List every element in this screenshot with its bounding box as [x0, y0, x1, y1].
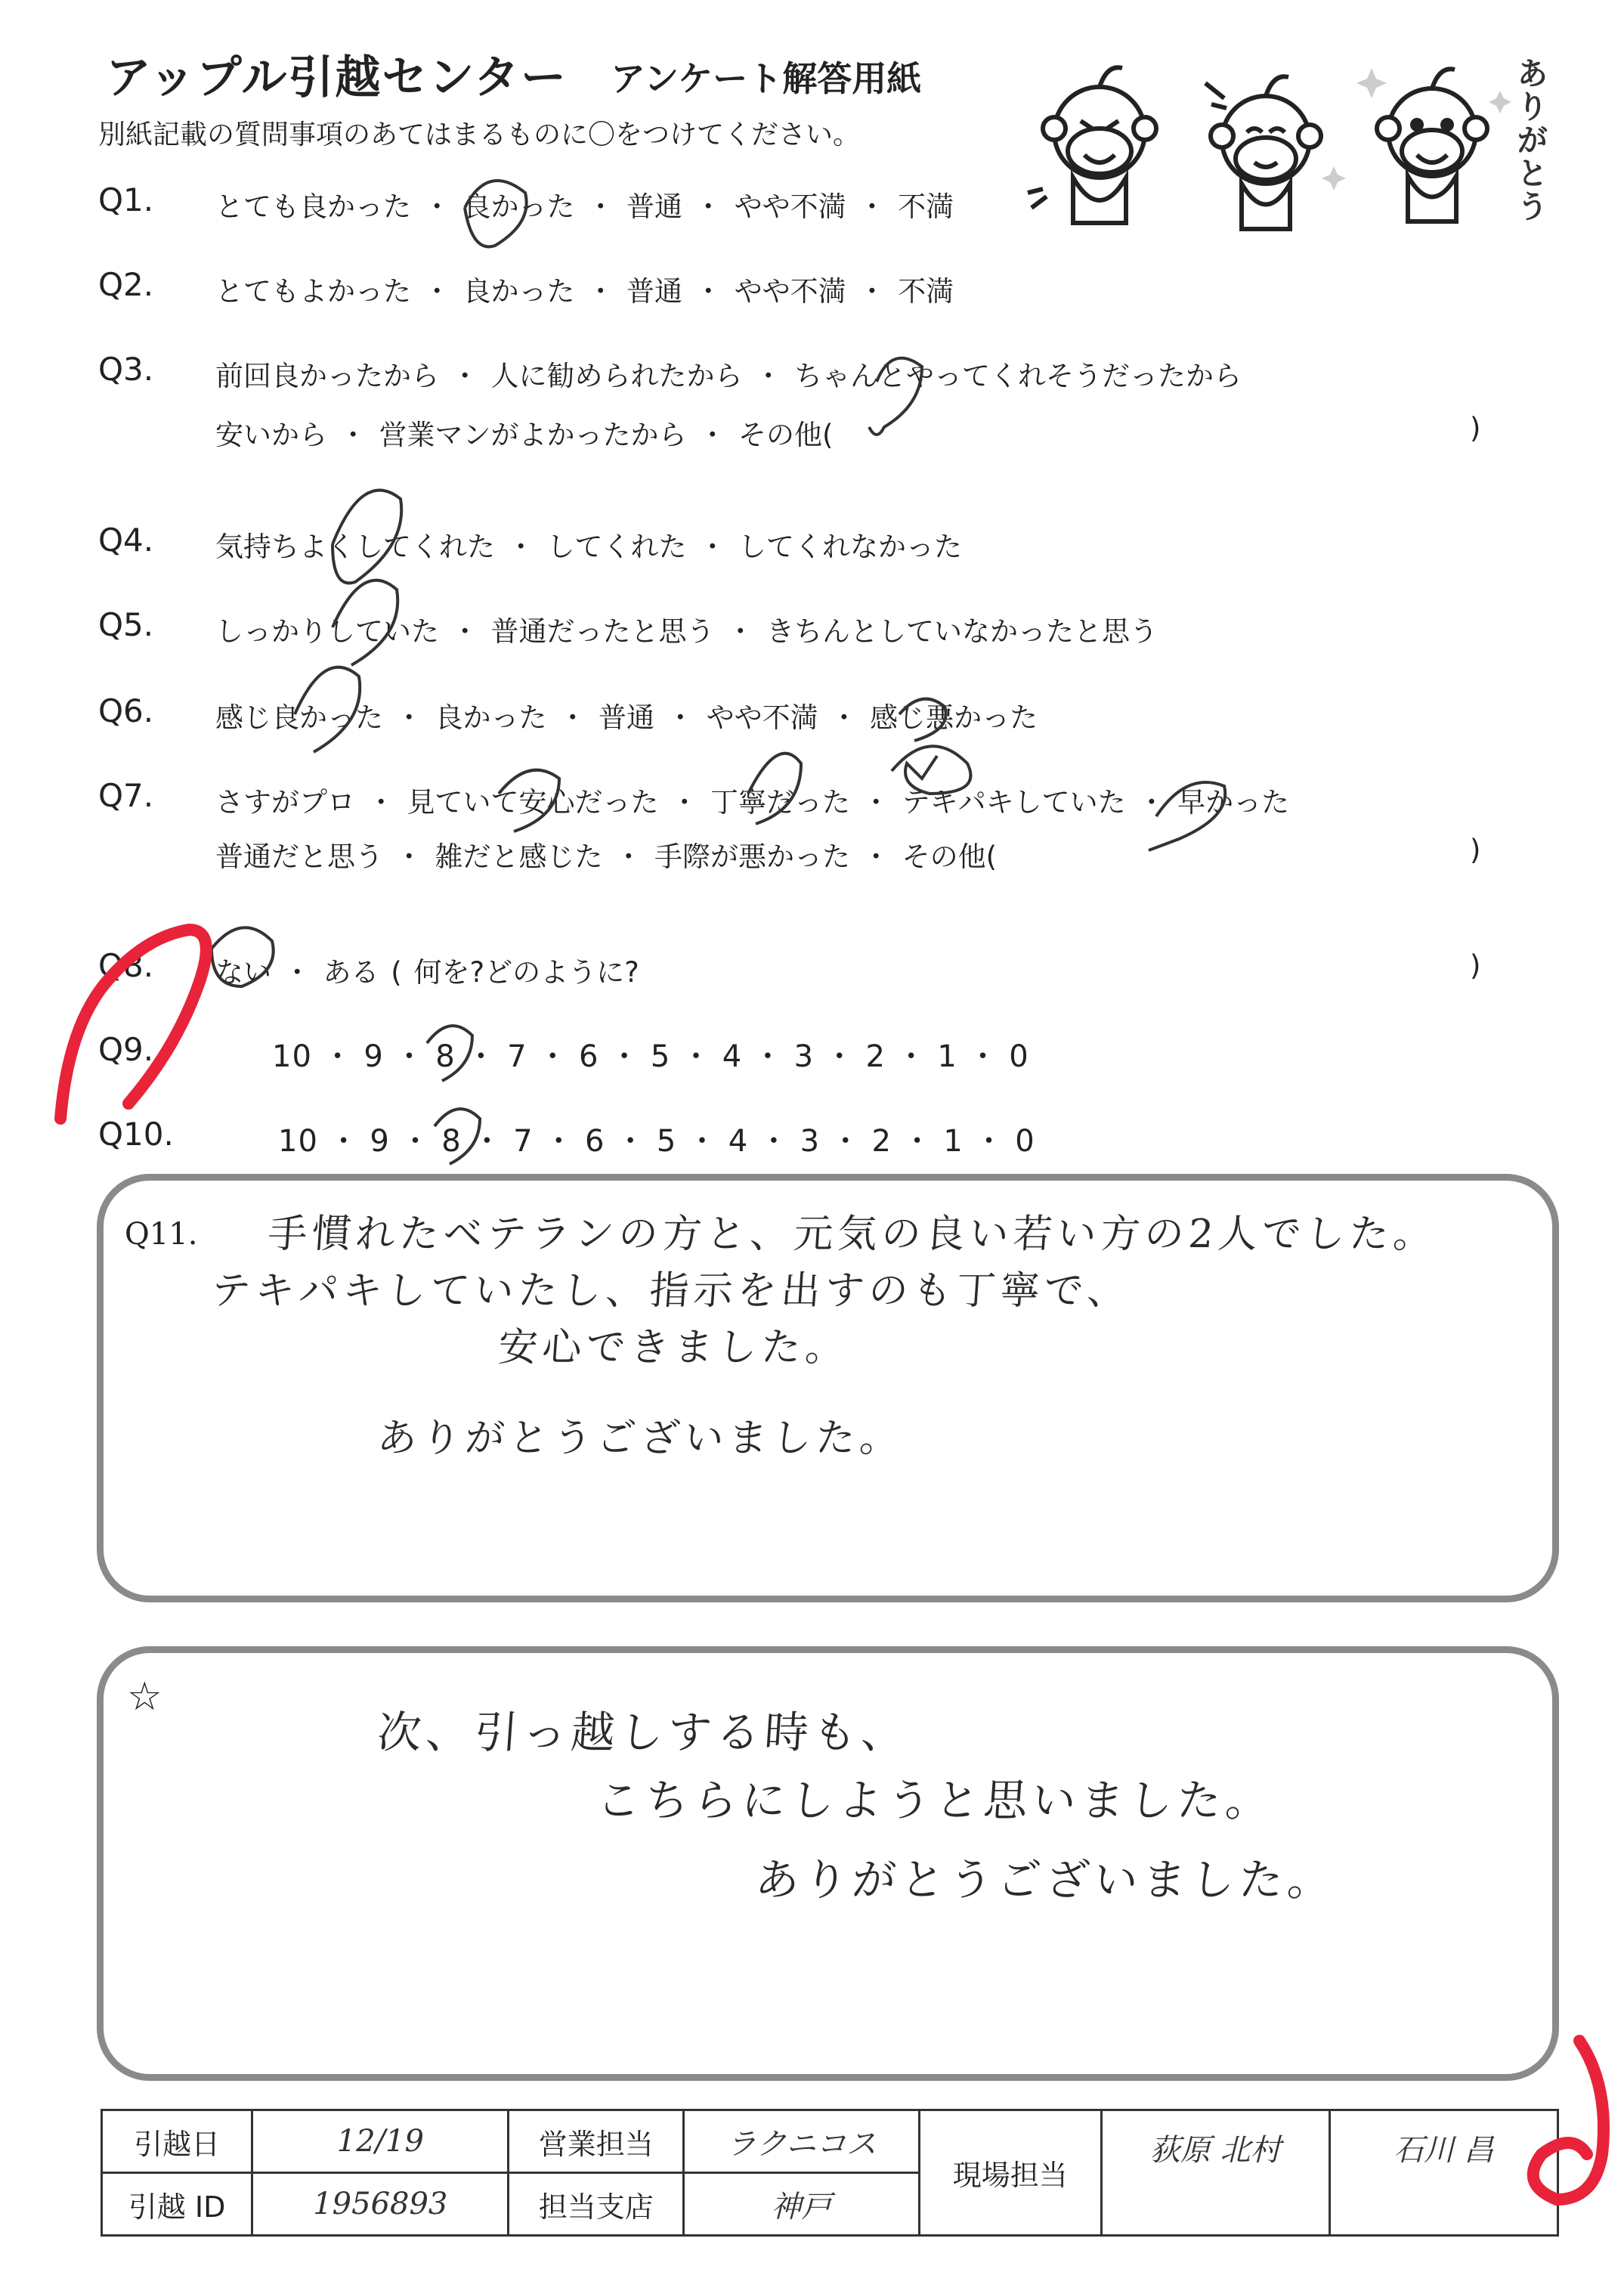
- q11-handwriting-line1: 手慣れたベテランの方と、元気の良い若い方の2人でした。: [266, 1212, 1439, 1257]
- q11-handwriting-line3: 安心できました。: [496, 1325, 851, 1370]
- q7-options-line2: 普通だと思う ・ 雑だと感じた ・ 手際が悪かった ・ その他(: [215, 841, 998, 873]
- q7-close-paren: ): [1470, 834, 1481, 866]
- comment-handwriting-line3: ありがとうございました。: [753, 1854, 1338, 1905]
- q11-handwriting-line4: ありがとうございました。: [376, 1416, 905, 1461]
- q2-options: とてもよかった ・ 良かった ・ 普通 ・ やや不満 ・ 不満: [215, 275, 954, 308]
- footer-info-table: [101, 2109, 1559, 2237]
- site-staff-value-2: 石川 昌: [1329, 2110, 1557, 2236]
- move-date-value: 12/19: [252, 2110, 509, 2173]
- q3-options-line2: 安いから ・ 営業マンがよかったから ・ その他(: [215, 419, 834, 451]
- move-date-label: 引越日: [102, 2110, 252, 2173]
- thanks-vertical-text: ありがとう: [1512, 57, 1549, 223]
- q3-close-paren: ): [1470, 412, 1481, 444]
- q6-options: 感じ良かった ・ 良かった ・ 普通 ・ やや不満 ・ 感じ悪かった: [215, 701, 1038, 734]
- company-name: アップル引越センター: [106, 51, 568, 104]
- q1-options: とても良かった ・ 良かった ・ 普通 ・ やや不満 ・ 不満: [215, 190, 954, 223]
- q9-scale: 10 ・ 9 ・ 8 ・ 7 ・ 6 ・ 5 ・ 4 ・ 3 ・ 2 ・ 1 ・ 0: [272, 1039, 1029, 1074]
- q10-label: Q10.: [98, 1116, 174, 1153]
- q1-label: Q1.: [98, 181, 154, 218]
- comment-handwriting-line1: 次、引っ越しする時も、: [376, 1707, 912, 1758]
- site-staff-label: 現場担当: [919, 2110, 1101, 2236]
- q10-scale: 10 ・ 9 ・ 8 ・ 7 ・ 6 ・ 5 ・ 4 ・ 3 ・ 2 ・ 1 ・ 0: [278, 1124, 1035, 1159]
- branch-value: 神戸: [684, 2173, 919, 2236]
- q5-label: Q5.: [98, 606, 154, 643]
- q6-label: Q6.: [98, 692, 154, 729]
- q9-label: Q9.: [98, 1031, 154, 1068]
- q4-options: 気持ちよくしてくれた ・ してくれた ・ してくれなかった: [215, 531, 963, 563]
- q8-label: Q8.: [98, 947, 154, 984]
- branch-label: 担当支店: [509, 2173, 684, 2236]
- q7-options-line1: さすがプロ ・ 見ていて安心だった ・ 丁寧だった ・ テキパキしていた ・ 早かった: [215, 786, 1290, 819]
- q5-options: しっかりしていた ・ 普通だったと思う ・ きちんとしていなかったと思う: [215, 615, 1158, 648]
- sales-rep-value: ラクニコス: [684, 2110, 919, 2173]
- q8-close-paren: ): [1470, 949, 1481, 982]
- site-staff-value-1: 荻原 北村: [1101, 2110, 1329, 2236]
- form-title: アンケート解答用紙: [611, 58, 922, 99]
- q8-options: ない ・ ある ( 何を?どのように?: [215, 956, 639, 989]
- monkey-mascots-illustration: [1016, 45, 1545, 249]
- q3-label: Q3.: [98, 351, 154, 388]
- q2-label: Q2.: [98, 266, 154, 303]
- q4-label: Q4.: [98, 522, 154, 559]
- sales-rep-label: 営業担当: [509, 2110, 684, 2173]
- q3-options-line1: 前回良かったから ・ 人に勧められたから ・ ちゃんとやってくれそうだったから: [215, 360, 1242, 392]
- q7-label: Q7.: [98, 777, 154, 814]
- instruction-text: 別紙記載の質問事項のあてはまるものに〇をつけてください。: [98, 119, 861, 150]
- move-id-label: 引越 ID: [102, 2173, 252, 2236]
- q11-handwriting-line2: テキパキしていたし、指示を出すのも丁寧で、: [209, 1268, 1133, 1314]
- move-id-value: 1956893: [252, 2173, 509, 2236]
- comment-handwriting-line2: こちらにしようと思いました。: [595, 1775, 1276, 1826]
- q11-label: Q11.: [125, 1217, 198, 1252]
- star-icon: ☆: [127, 1674, 162, 1720]
